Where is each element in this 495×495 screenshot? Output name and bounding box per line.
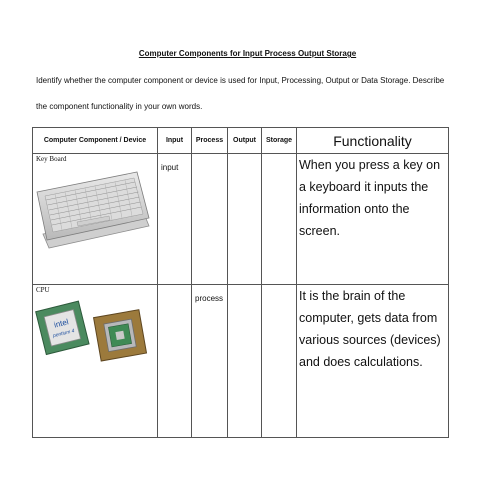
input-value [158,285,191,303]
header-process: Process [192,128,228,154]
worksheet-title: Computer Components for Input Process Output Storage [138,49,357,58]
functionality-text: It is the brain of the computer, gets data from various sources (devices) and does calculations. [299,289,441,369]
instruction-line-1: Identify whether the computer component or device is used for Input, Processing, Output or Data Storage. Describe [36,76,445,85]
functionality-cell [297,154,449,285]
component-label: CPU [36,286,50,294]
output-cell [228,285,262,438]
component-cell [33,154,158,285]
output-cell [228,154,262,285]
component-cell [33,285,158,438]
cpu-model-text: pentium 4 [52,328,76,340]
input-cell [158,285,192,438]
header-storage: Storage [262,128,297,154]
cpu-image [33,295,153,365]
input-cell [158,154,192,285]
cpu-logo-text: intel [53,317,70,330]
process-cell [192,154,228,285]
storage-value [262,285,296,303]
output-value [228,285,261,303]
storage-cell [262,285,297,438]
components-table [32,127,449,438]
header-row [33,128,449,154]
header-functionality: Functionality [297,128,449,154]
process-cell [192,285,228,438]
header-input: Input [158,128,192,154]
input-value: input [161,163,179,172]
output-value [228,154,261,172]
header-output: Output [228,128,262,154]
header-component: Computer Component / Device [33,128,158,154]
keyboard-image [33,164,153,264]
table-row [33,154,449,285]
storage-value [262,154,296,172]
instruction-line-2: the component functionality in your own words. [36,102,203,111]
process-value [192,154,227,172]
functionality-cell [297,285,449,438]
component-label: Key Board [36,155,67,163]
table-row [33,285,449,438]
process-value: process [195,294,224,303]
functionality-text: When you press a key on a keyboard it inputs the information onto the screen. [299,158,441,238]
storage-cell [262,154,297,285]
